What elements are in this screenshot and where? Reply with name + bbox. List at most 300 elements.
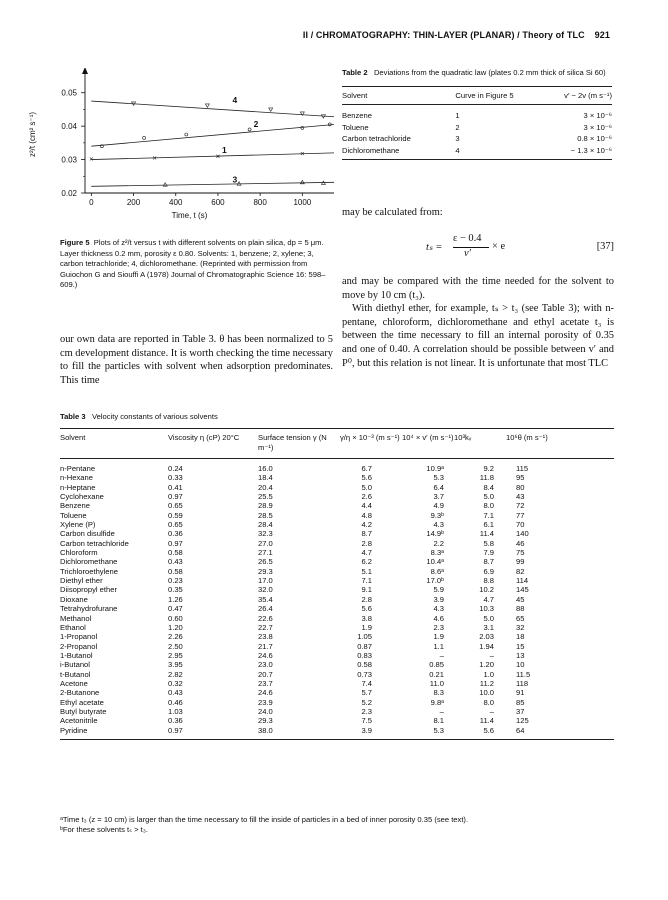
table-3-row — [60, 585, 614, 594]
table-3-cell: 0.32 — [168, 678, 183, 688]
table-3-cell: 4.4 — [361, 501, 372, 511]
table-3-cell: – — [489, 706, 494, 716]
table-3-cell: 3.9 — [433, 594, 444, 604]
table-3-cell: Dioxane — [60, 594, 88, 604]
table-3-row — [60, 651, 614, 660]
table-3-row — [60, 539, 614, 548]
table-3-cell: 3.7 — [433, 492, 444, 502]
table-3-cell: Acetonitrile — [60, 716, 98, 726]
series-2-fit-line — [91, 124, 334, 146]
table-3-cell: 1.20 — [479, 660, 494, 670]
table-3-cell: 8.7 — [361, 529, 372, 539]
table-3-cell: 23.9 — [258, 697, 273, 707]
table-3-row — [60, 726, 614, 740]
table-2-label: Table 2 — [342, 68, 368, 77]
curve-label-1: 1 — [221, 144, 227, 155]
table-3-cell: 4.8 — [361, 510, 372, 520]
table-3-cell: 1.03 — [168, 706, 183, 716]
table-3-header-gamma-eta: γ/η × 10⁻³ (m s⁻¹) — [340, 429, 402, 459]
equation-lhs: tₛ = — [426, 242, 443, 253]
table-3-cell: 9.3ᵇ — [430, 510, 444, 520]
table-3-cell: 5.9 — [433, 585, 444, 595]
table-3-cell: 10 — [516, 660, 525, 670]
y-tick-label: 0.02 — [61, 189, 77, 198]
table-3-cell: 11.8 — [479, 473, 494, 483]
table-3-cell: 0.73 — [357, 669, 372, 679]
figure-caption-label: Figure 5 — [60, 238, 90, 247]
table-2-cell: 3 × 10⁻⁶ — [583, 122, 612, 132]
equation-37 — [342, 232, 614, 262]
table-3-cell: 5.6 — [454, 726, 506, 740]
table-3-cell: 23.7 — [258, 678, 273, 688]
table-3-cell: 0.24 — [168, 464, 183, 473]
curve-label-3: 3 — [232, 174, 238, 185]
x-axis-label: Time, t (s) — [171, 211, 208, 220]
table-3-header-row — [60, 429, 614, 459]
table-3-cell: 18.4 — [258, 473, 273, 483]
table-3-cell: 5.0 — [483, 492, 494, 502]
table-3-cell: 2.8 — [361, 538, 372, 548]
table-3-cell: 24.0 — [258, 706, 273, 716]
table-3-cell: 23.8 — [258, 632, 273, 642]
table-3-cell: Diethyl ether — [60, 576, 103, 586]
y-axis-label: z²/t (cm² s⁻¹) — [28, 111, 37, 158]
equation-rhs: × e — [492, 241, 506, 252]
table-3-cell: 2-Propanol — [60, 641, 98, 651]
paragraph-diethyl-ether: With diethyl ether, for example, tₛ > t₃ (see Table 3); with n-pentane, chloroform, dichloromethane and ethyl acetate t₃ is between the time necessary to fill an internal porosity of 0.35 and one of 0.40. A correlation should be possible between v′ and P⁰, but this relation is not linear. It is unfortunate that most TLC — [342, 303, 614, 369]
table-3-cell: 8.3ᵃ — [430, 548, 444, 558]
table-3-cell: 77 — [516, 510, 525, 520]
table-3-cell: 9.8ᵃ — [430, 697, 444, 707]
table-3-cell: 28.9 — [258, 501, 273, 511]
table-3-cell: 3.9 — [340, 726, 402, 740]
equation-number: [37] — [596, 241, 614, 252]
table-3-cell: 24.6 — [258, 650, 273, 660]
chart-marks — [90, 95, 334, 186]
table-3-cell: 0.58 — [168, 548, 183, 558]
table-3-cell: 0.43 — [168, 688, 183, 698]
series-3-point — [163, 183, 167, 187]
table-3-header-v-prime: 10⁴ × v′ (m s⁻¹) — [402, 429, 454, 459]
table-3-cell: 2.3 — [361, 706, 372, 716]
y-tick-label: 0.05 — [61, 88, 77, 98]
table-2-cell: − 1.3 × 10⁻⁶ — [531, 145, 612, 160]
table-3-cell: 7.1 — [361, 576, 372, 586]
table-3-cell: 0.97 — [168, 492, 183, 502]
table-3-cell: 5.8 — [483, 538, 494, 548]
series-2-point — [185, 133, 188, 136]
table-3-row — [60, 529, 614, 538]
table-3-cell: 37 — [516, 706, 525, 716]
table-3-cell: 16.0 — [258, 464, 273, 473]
table-3-cell: 0.85 — [429, 660, 444, 670]
curve-label-2: 2 — [253, 118, 259, 129]
table-2-cell: 0.8 × 10⁻⁶ — [577, 134, 612, 143]
body-text-left: our own data are reported in Table 3. θ has been normalized to 5 cm development distance. It is worth checking the time necessary to fill the particles with solvent when adsorption predominates. This time — [60, 334, 333, 386]
running-head — [303, 30, 610, 40]
figure-caption-text: Plots of z²/t versus t with different solvents on plain silica, dp = 5 μm. Layer thickness 0.2 mm, porosity ε 0.80. Solvents: 1, benzene; 2, xylene; 3, carbon tetrachloride; 4, dichloromethane. (Reprinted with permission from Guiochon G and Siouffi A (1978) Journal of Chromatographic Science 16: 598–609.) — [60, 238, 326, 290]
table-2-caption — [342, 68, 612, 78]
table-2-header-deviation: v′ − 2v (m s⁻¹) — [531, 87, 612, 105]
table-3-cell: – — [439, 706, 444, 716]
table-3 — [60, 428, 614, 740]
series-3-point — [300, 180, 304, 184]
table-3-cell: 2.8 — [361, 594, 372, 604]
table-3-row — [60, 660, 614, 669]
table-3-cell: 26.5 — [258, 557, 273, 567]
table-3-cell: – — [489, 650, 494, 660]
table-3-row — [60, 642, 614, 651]
equation-numerator: ε − 0.4 — [453, 233, 482, 244]
table-3-cell: 15 — [516, 641, 525, 651]
series-2-point — [143, 136, 146, 139]
table-3-cell: 3.95 — [168, 660, 183, 670]
table-2-cell: Toluene — [342, 122, 369, 132]
table-3-cell: – — [439, 650, 444, 660]
table-3-cell: 28.4 — [258, 520, 273, 530]
table-3-body — [60, 459, 614, 740]
table-3-cell: 22.6 — [258, 613, 273, 623]
table-3-cell: 27.1 — [258, 548, 273, 558]
table-3-header-viscosity: Viscosity η (cP) 20°C — [168, 429, 258, 459]
table-2-cell: 3 × 10⁻⁶ — [583, 111, 612, 120]
table-3-cell: 2.95 — [168, 650, 183, 660]
table-2-header-curve: Curve in Figure 5 — [455, 87, 531, 105]
table-2-grid — [342, 86, 612, 160]
table-3-cell: 18 — [516, 632, 525, 642]
table-3-cell: 0.46 — [168, 697, 183, 707]
table-3-cell: 3.1 — [483, 622, 494, 632]
table-3-cell: 13 — [516, 650, 525, 660]
table-2-body — [342, 105, 612, 160]
table-3-cell: 11.4 — [479, 529, 494, 539]
table-3-cell: 0.43 — [168, 557, 183, 567]
table-3-cell: 23.0 — [258, 660, 273, 670]
body-text-right-2 — [342, 275, 614, 370]
series-3-point — [237, 182, 241, 186]
table-3-row — [60, 670, 614, 679]
table-3-cell: 1-Butanol — [60, 650, 93, 660]
table-3-cell: 99 — [516, 557, 525, 567]
equation-fraction-bar — [453, 247, 489, 248]
table-3-cell: 2.2 — [433, 538, 444, 548]
table-3-cell: 5.1 — [361, 566, 372, 576]
table-3-cell: 75 — [516, 548, 525, 558]
table-3-caption — [60, 412, 218, 421]
table-3-cell: 5.0 — [483, 613, 494, 623]
x-tick-label: 0 — [89, 198, 94, 207]
table-3-cell: Toluene — [60, 510, 87, 520]
table-3-cell: 7.4 — [361, 678, 372, 688]
table-3-row — [60, 459, 614, 474]
table-3-cell: 29.3 — [258, 566, 273, 576]
table-3-cell: Carbon tetrachloride — [60, 538, 129, 548]
table-3-row — [60, 511, 614, 520]
table-3-cell: Butyl butyrate — [60, 706, 107, 716]
table-3-cell: 88 — [516, 604, 525, 614]
table-3-row — [60, 632, 614, 641]
table-3-label: Table 3 — [60, 412, 86, 421]
table-3-cell: 11.2 — [479, 678, 494, 688]
table-3-cell: 0.60 — [168, 613, 183, 623]
table-3-cell: 22.7 — [258, 622, 273, 632]
table-3-cell: 8.1 — [433, 716, 444, 726]
table-3-caption-text: Velocity constants of various solvents — [91, 412, 218, 421]
table-3-cell: 0.59 — [168, 510, 183, 520]
equation-denominator: v′ — [464, 248, 471, 259]
table-3-cell: 5.6 — [361, 604, 372, 614]
table-3-cell: 125 — [516, 716, 529, 726]
series-4-point — [269, 108, 273, 112]
table-3-cell: 6.7 — [361, 464, 372, 473]
table-3-cell: 7.9 — [483, 548, 494, 558]
table-2-cell: 3 — [455, 134, 460, 143]
table-3-cell: 2.50 — [168, 641, 183, 651]
table-3-cell: 1.9 — [361, 622, 372, 632]
table-3-row — [60, 688, 614, 697]
series-2-point — [248, 128, 251, 131]
table-3-cell: 45 — [516, 594, 525, 604]
table-3-cell: 5.2 — [361, 697, 372, 707]
table-3-row — [60, 716, 614, 725]
x-tick-label: 600 — [211, 198, 225, 207]
table-3-cell: 85 — [516, 697, 525, 707]
table-3-cell: 11.5 — [516, 669, 531, 679]
table-3-cell: 4.3 — [433, 520, 444, 530]
table-3-cell: 1-Propanol — [60, 632, 98, 642]
table-3-row — [60, 604, 614, 613]
footnote-b: ᵇFor these solvents tₛ > t₃. — [60, 825, 148, 834]
table-3-cell: 0.87 — [357, 641, 372, 651]
table-3-row — [60, 567, 614, 576]
table-3-cell: 27.0 — [258, 538, 273, 548]
table-3-cell: Ethanol — [60, 622, 86, 632]
table-3-cell: 0.97 — [168, 538, 183, 548]
table-3-cell: 5.3 — [433, 473, 444, 483]
table-3-cell: 14.9ᵇ — [426, 529, 444, 539]
table-3-cell: 10.4ᵃ — [426, 557, 444, 567]
table-3-cell: 17.0 — [258, 576, 273, 586]
table-3-cell: 6.1 — [483, 520, 494, 530]
table-3-header-kv: 10³kᵥ — [454, 429, 506, 459]
table-3-row — [60, 473, 614, 482]
table-2-cell: 4 — [455, 145, 531, 160]
table-2-cell: 2 — [455, 122, 460, 132]
table-3-cell: Dichloromethane — [60, 557, 118, 567]
series-3-fit-line — [91, 182, 334, 186]
x-tick-label: 800 — [253, 198, 267, 207]
table-3-cell: 1.20 — [168, 622, 183, 632]
y-axis-arrow — [82, 68, 88, 74]
table-2-caption-text: Deviations from the quadratic law (plates 0.2 mm thick of silica Si 60) — [373, 68, 606, 77]
table-3-row — [60, 614, 614, 623]
series-2-point — [301, 126, 304, 129]
table-3-row — [60, 698, 614, 707]
table-3-cell: 6.2 — [361, 557, 372, 567]
table-3-cell: 8.0 — [483, 501, 494, 511]
figure-caption — [60, 238, 332, 291]
table-2-header-row — [342, 87, 612, 105]
table-3-cell: 5.0 — [361, 482, 372, 492]
table-3-cell: Diisopropyl ether — [60, 585, 117, 595]
table-3-cell: 80 — [516, 482, 525, 492]
table-3-cell: 5.3 — [402, 726, 454, 740]
table-3-cell: 6.9 — [483, 566, 494, 576]
table-3-cell: 32.3 — [258, 529, 273, 539]
series-4-point — [205, 104, 209, 108]
table-3-row — [60, 557, 614, 566]
paragraph-solvent-time: and may be compared with the time needed for the solvent to move by 10 cm (t₃). — [342, 276, 614, 301]
table-3-cell: 0.33 — [168, 473, 183, 483]
table-3-cell: 20.7 — [258, 669, 273, 679]
table-3-cell: 38.0 — [258, 726, 340, 740]
table-3-cell: 118 — [516, 678, 529, 688]
table-3-cell: 8.3 — [433, 688, 444, 698]
table-3-row — [60, 576, 614, 585]
table-3-cell: 10.0 — [479, 688, 494, 698]
table-3-cell: Acetone — [60, 678, 88, 688]
figure-5 — [18, 68, 336, 233]
table-3-cell: 43 — [516, 492, 525, 502]
table-3-cell: 1.9 — [433, 632, 444, 642]
table-2-row — [342, 133, 612, 145]
table-2 — [342, 68, 612, 160]
series-4-fit-line — [91, 101, 334, 117]
table-3-cell: 5.7 — [361, 688, 372, 698]
table-3-header-surface-tension: Surface tension γ (N m⁻¹) — [258, 429, 340, 459]
table-3-cell: 4.7 — [361, 548, 372, 558]
table-3-cell: 8.4 — [483, 482, 494, 492]
table-3-cell: 11.4 — [479, 716, 494, 726]
table-3-cell: 20.4 — [258, 482, 273, 492]
table-3-cell: 2-Butanone — [60, 688, 100, 698]
table-3-cell: 0.23 — [168, 576, 183, 586]
table-3-cell: 28.5 — [258, 510, 273, 520]
table-3-cell: 0.21 — [429, 669, 444, 679]
table-3-cell: n-Pentane — [60, 464, 96, 473]
y-tick-label: 0.04 — [61, 122, 77, 132]
table-3-cell: 8.8 — [483, 576, 494, 586]
table-3-cell: 72 — [516, 501, 525, 511]
running-head-title: II / CHROMATOGRAPHY: THIN-LAYER (PLANAR) / Theory of TLC — [302, 30, 585, 40]
series-1-fit-line — [91, 153, 334, 160]
table-3-cell: Benzene — [60, 501, 90, 511]
table-3-cell: 10.9ᵃ — [426, 464, 444, 473]
table-2-cell: Benzene — [342, 111, 372, 120]
table-3-cell: 24.6 — [258, 688, 273, 698]
table-3-cell: 7.1 — [483, 510, 494, 520]
table-3-cell: 0.36 — [168, 716, 183, 726]
table-3-cell: 2.03 — [479, 632, 494, 642]
table-3-cell: i-Butanol — [60, 660, 90, 670]
table-3-cell: 7.5 — [361, 716, 372, 726]
table-3-cell: Cyclohexane — [60, 492, 104, 502]
table-3-cell: 82 — [516, 566, 525, 576]
table-3-cell: 32.0 — [258, 585, 273, 595]
table-2-header-solvent: Solvent — [342, 87, 455, 105]
table-3-cell: 70 — [516, 520, 525, 530]
table-3-cell: 95 — [516, 473, 525, 483]
table-3-row — [60, 483, 614, 492]
table-3-cell: 0.83 — [357, 650, 372, 660]
table-3-row — [60, 520, 614, 529]
table-3-cell: 0.58 — [357, 660, 372, 670]
table-3-row — [60, 501, 614, 510]
table-3-cell: 35.4 — [258, 594, 273, 604]
x-tick-label: 1000 — [293, 198, 312, 207]
table-3-cell: 6.4 — [433, 482, 444, 492]
table-2-row — [342, 145, 612, 160]
x-tick-label: 200 — [126, 198, 141, 207]
table-3-cell: 2.6 — [361, 492, 372, 502]
table-3-cell: 4.6 — [433, 613, 444, 623]
table-3-cell: 115 — [516, 464, 529, 473]
table-3-cell: 2.82 — [168, 669, 183, 679]
series-1-point — [90, 157, 93, 160]
table-3-cell: 10.2 — [479, 585, 494, 595]
table-3-cell: 64 — [506, 726, 614, 740]
table-3-cell: 3.8 — [361, 613, 372, 623]
table-3-cell: 0.41 — [168, 482, 183, 492]
table-3-cell: Ethyl acetate — [60, 697, 104, 707]
table-3-cell: Pyridine — [60, 726, 168, 740]
table-3-row — [60, 623, 614, 632]
table-2-cell: Dichloromethane — [342, 145, 455, 160]
table-3-cell: Methanol — [60, 613, 92, 623]
table-3-footnotes — [60, 815, 620, 835]
table-3-cell: 25.5 — [258, 492, 273, 502]
table-3-cell: 0.47 — [168, 604, 183, 614]
table-3-cell: Carbon disulfide — [60, 529, 115, 539]
table-3-cell: Xylene (P) — [60, 520, 96, 530]
table-3-cell: 0.65 — [168, 501, 183, 511]
table-3-cell: 2.3 — [433, 622, 444, 632]
table-3-cell: 8.0 — [483, 697, 494, 707]
table-3-cell: 1.26 — [168, 594, 183, 604]
table-3-cell: Tetrahydrofurane — [60, 604, 118, 614]
table-3-cell: Chloroform — [60, 548, 98, 558]
table-3-cell: 0.65 — [168, 520, 183, 530]
table-3-cell: 4.3 — [433, 604, 444, 614]
table-3-row — [60, 492, 614, 501]
table-3-cell: 1.0 — [483, 669, 494, 679]
table-3-cell: t-Butanol — [60, 669, 91, 679]
table-3-cell: 0.35 — [168, 585, 183, 595]
table-3-cell: 2.26 — [168, 632, 183, 642]
table-3-cell: Trichloroethylene — [60, 566, 118, 576]
table-3-row — [60, 679, 614, 688]
chart-axes — [28, 68, 334, 220]
y-tick-label: 0.03 — [61, 155, 77, 165]
table-3-cell: 46 — [516, 538, 525, 548]
table-3-cell: 140 — [516, 529, 529, 539]
table-3-cell: 10.3 — [479, 604, 494, 614]
table-3-cell: 29.3 — [258, 716, 273, 726]
table-3-cell: 114 — [516, 576, 529, 586]
table-2-row — [342, 105, 612, 122]
table-3-cell: 26.4 — [258, 604, 273, 614]
table-3-cell: 5.6 — [361, 473, 372, 483]
table-3-cell: 11.0 — [429, 678, 444, 688]
table-3-row — [60, 707, 614, 716]
table-3-cell: 0.36 — [168, 529, 183, 539]
table-2-cell: Carbon tetrachloride — [342, 134, 411, 143]
table-3-row — [60, 595, 614, 604]
table-3-cell: 32 — [516, 622, 525, 632]
table-3-cell: 9.2 — [483, 464, 494, 473]
table-3-cell: n-Heptane — [60, 482, 96, 492]
table-3-cell: 0.97 — [168, 726, 258, 740]
